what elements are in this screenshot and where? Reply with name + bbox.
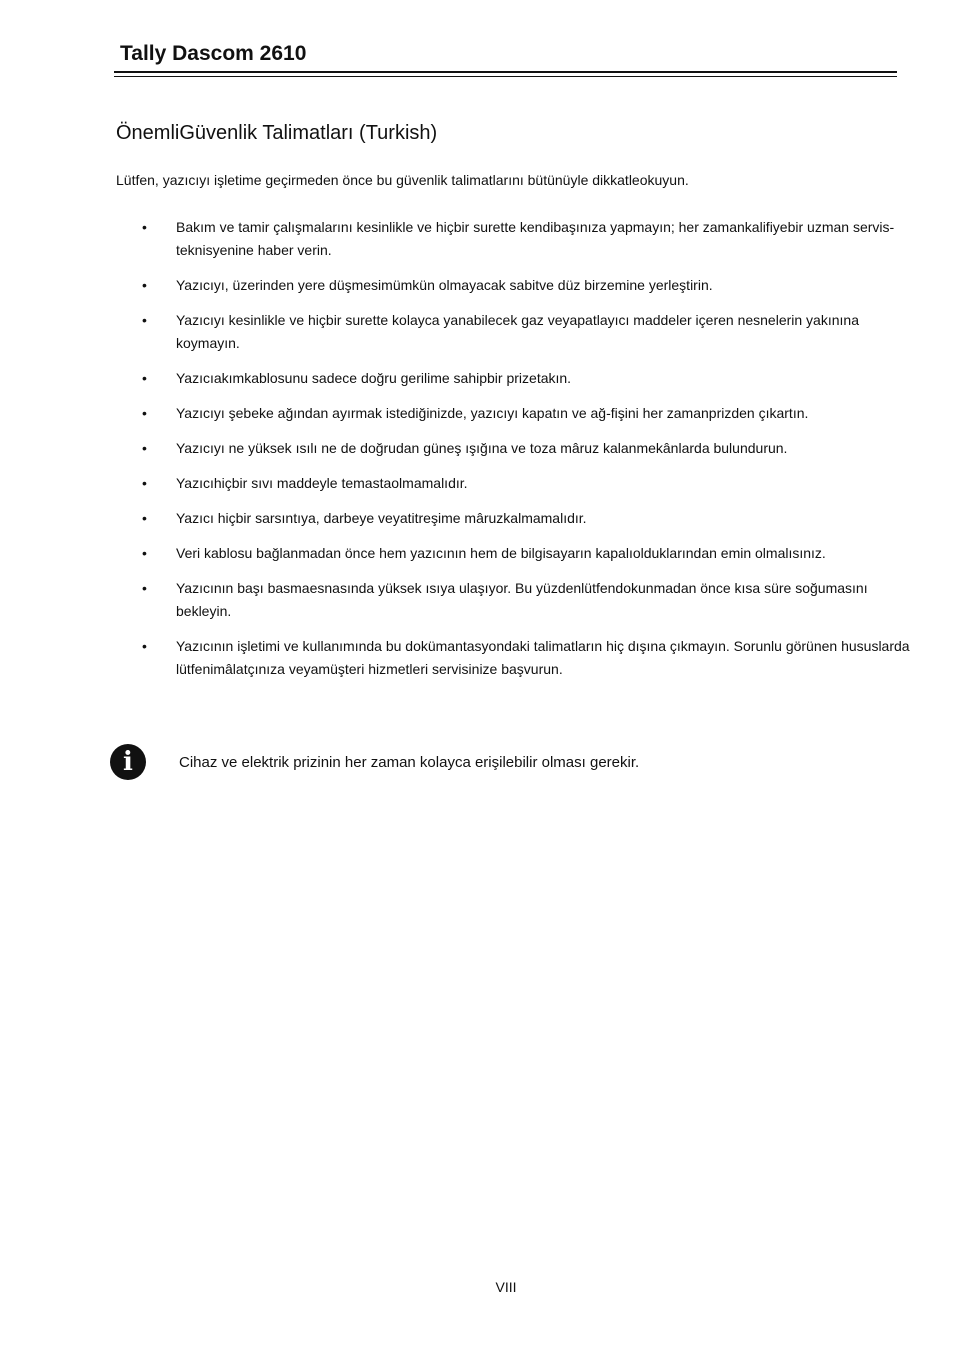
instruction-item: • Yazıcıakımkablosunu sadece doğru gerilime sahipbir prizetakın.: [140, 367, 910, 390]
instruction-item: • Yazıcıyı kesinlikle ve hiçbir surette kolayca yanabilecek gaz veyapatlayıcı maddeler içeren nesnelerin yakınına koymayın.: [140, 309, 910, 355]
info-icon: i: [110, 744, 146, 780]
instruction-item: • Yazıcıyı, üzerinden yere düşmesimümkün olmayacak sabitve düz birzemine yerleştirin.: [140, 274, 910, 297]
instruction-item: • Yazıcıyı şebeke ağından ayırmak istediğinizde, yazıcıyı kapatın ve ağ-fişini her zamanprizden çıkartın.: [140, 402, 910, 425]
instruction-item: • Bakım ve tamir çalışmalarını kesinlikle ve hiçbir surette kendibaşınıza yapmayın; her zamankalifiyebir uzman servis-teknisyenine haber verin.: [140, 216, 910, 262]
section-title: ÖnemliGüvenlik Talimatları (Turkish): [116, 122, 438, 144]
intro-paragraph: Lütfen, yazıcıyı işletime geçirmeden önce bu güvenlik talimatlarını bütünüyle dikkatleokuyun.: [116, 172, 689, 188]
info-note: [110, 744, 639, 780]
page-header-title: Tally Dascom 2610: [120, 42, 307, 65]
info-note-text: Cihaz ve elektrik prizinin her zaman kolayca erişilebilir olması gerekir.: [179, 753, 640, 771]
instruction-item: • Yazıcının işletimi ve kullanımında bu dokümantasyondaki talimatların hiç dışına çıkmayın. Sorunlu görünen hususlarda lütfenimâlatçınıza veyamüşteri hizmetleri servisinize başvurun.: [140, 635, 910, 681]
instruction-item: • Yazıcıhiçbir sıvı maddeyle temastaolmamalıdır.: [140, 472, 910, 495]
safety-instructions-list: [140, 216, 910, 693]
instruction-item: • Yazıcı hiçbir sarsıntıya, darbeye veyatitreşime mâruzkalmamalıdır.: [140, 507, 910, 530]
header-rule-thick: [114, 71, 897, 73]
instruction-item: • Yazıcının başı basmaesnasında yüksek ısıya ulaşıyor. Bu yüzdenlütfendokunmadan önce kısa süre soğumasını bekleyin.: [140, 577, 910, 623]
instruction-item: • Veri kablosu bağlanmadan önce hem yazıcının hem de bilgisayarın kapalıolduklarından emin olmalısınız.: [140, 542, 910, 565]
instruction-item: • Yazıcıyı ne yüksek ısılı ne de doğrudan güneş ışığına ve toza mâruz kalanmekânlarda bulundurun.: [140, 437, 910, 460]
page-number: VIII: [495, 1279, 517, 1295]
header-rule-thin: [114, 76, 897, 77]
